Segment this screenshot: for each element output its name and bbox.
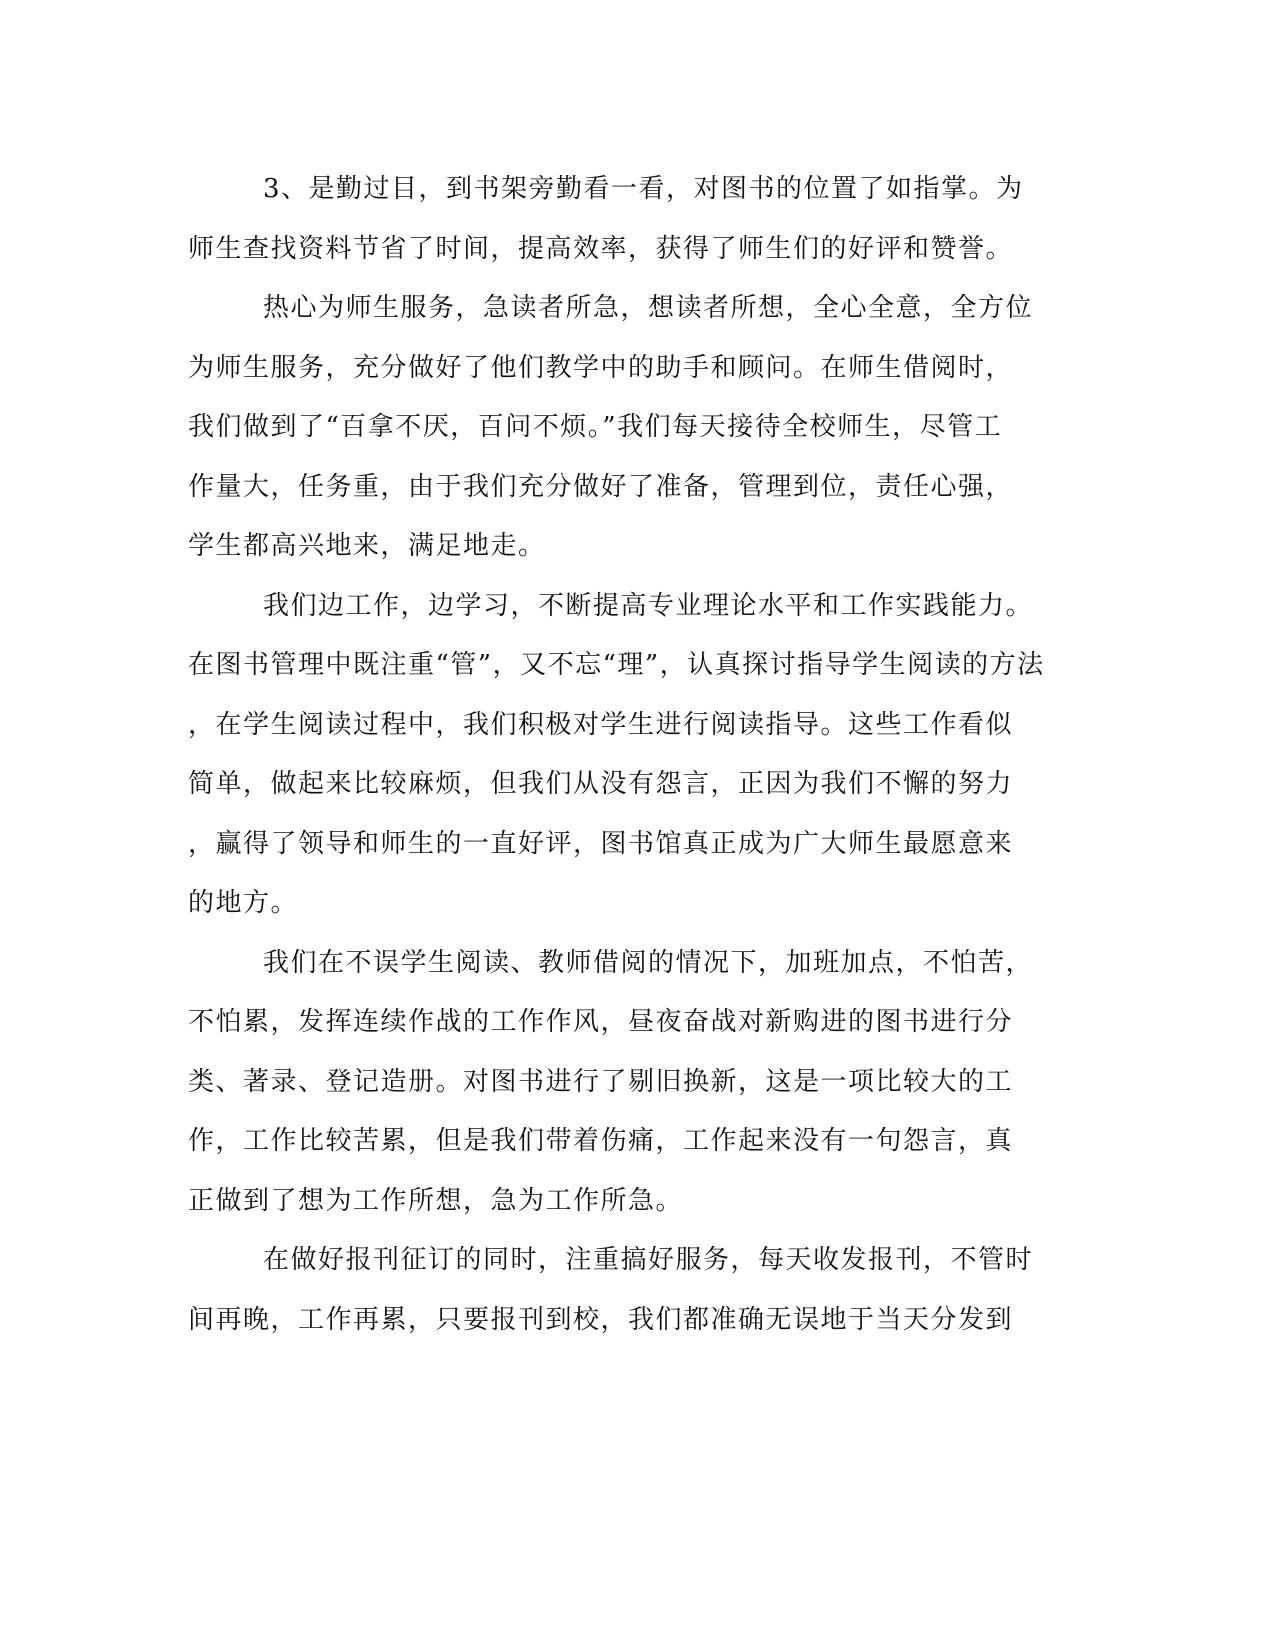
text-line: 作量大，任务重，由于我们充分做好了准备，管理到位，责任心强， — [188, 471, 1014, 502]
text-line: 师生查找资料节省了时间，提高效率，获得了师生们的好评和赞誉。 — [188, 233, 1014, 264]
text-line: 我们在不误学生阅读、教师借阅的情况下，加班加点，不怕苦， — [263, 947, 1034, 978]
text-line: 热心为师生服务，急读者所急，想读者所想，全心全意，全方位 — [263, 293, 1034, 323]
text-line: 我们边工作，边学习，不断提高专业理论水平和工作实践能力。 — [263, 590, 1034, 621]
text-line: 3、是勤过目，到书架旁勤看一看，对图书的位置了如指掌。为 — [263, 174, 1024, 204]
text-line: ，在学生阅读过程中，我们积极对学生进行阅读指导。这些工作看似 — [188, 709, 1014, 740]
text-line: 正做到了想为工作所想，急为工作所急。 — [188, 1185, 684, 1216]
text-line: 在图书管理中既注重“管”，又不忘“理”，认真探讨指导学生阅读的方法 — [188, 650, 1045, 680]
text-line: 不怕累，发挥连续作战的工作作风，昼夜奋战对新购进的图书进行分 — [188, 1007, 1014, 1037]
text-line: 类、著录、登记造册。对图书进行了剔旧换新，这是一项比较大的工 — [188, 1066, 1014, 1097]
text-line: 简单，做起来比较麻烦，但我们从没有怨言，正因为我们不懈的努力 — [188, 769, 1014, 799]
text-line: 的地方。 — [188, 888, 299, 918]
text-line: 间再晚，工作再累，只要报刊到校，我们都准确无误地于当天分发到 — [188, 1304, 1014, 1335]
text-line: 我们做到了“百拿不厌，百问不烦。”我们每天接待全校师生，尽管工 — [188, 412, 1003, 442]
text-line: 为师生服务，充分做好了他们教学中的助手和顾问。在师生借阅时， — [188, 352, 1014, 383]
text-line: 学生都高兴地来，满足地走。 — [188, 531, 546, 561]
text-line: 在做好报刊征订的同时，注重搞好服务，每天收发报刊，不管时 — [263, 1245, 1034, 1275]
text-line: ，赢得了领导和师生的一直好评，图书馆真正成为广大师生最愿意来 — [188, 828, 1014, 859]
document-body — [188, 160, 1088, 1350]
text-line: 作，工作比较苦累，但是我们带着伤痛，工作起来没有一句怨言，真 — [188, 1126, 1014, 1156]
